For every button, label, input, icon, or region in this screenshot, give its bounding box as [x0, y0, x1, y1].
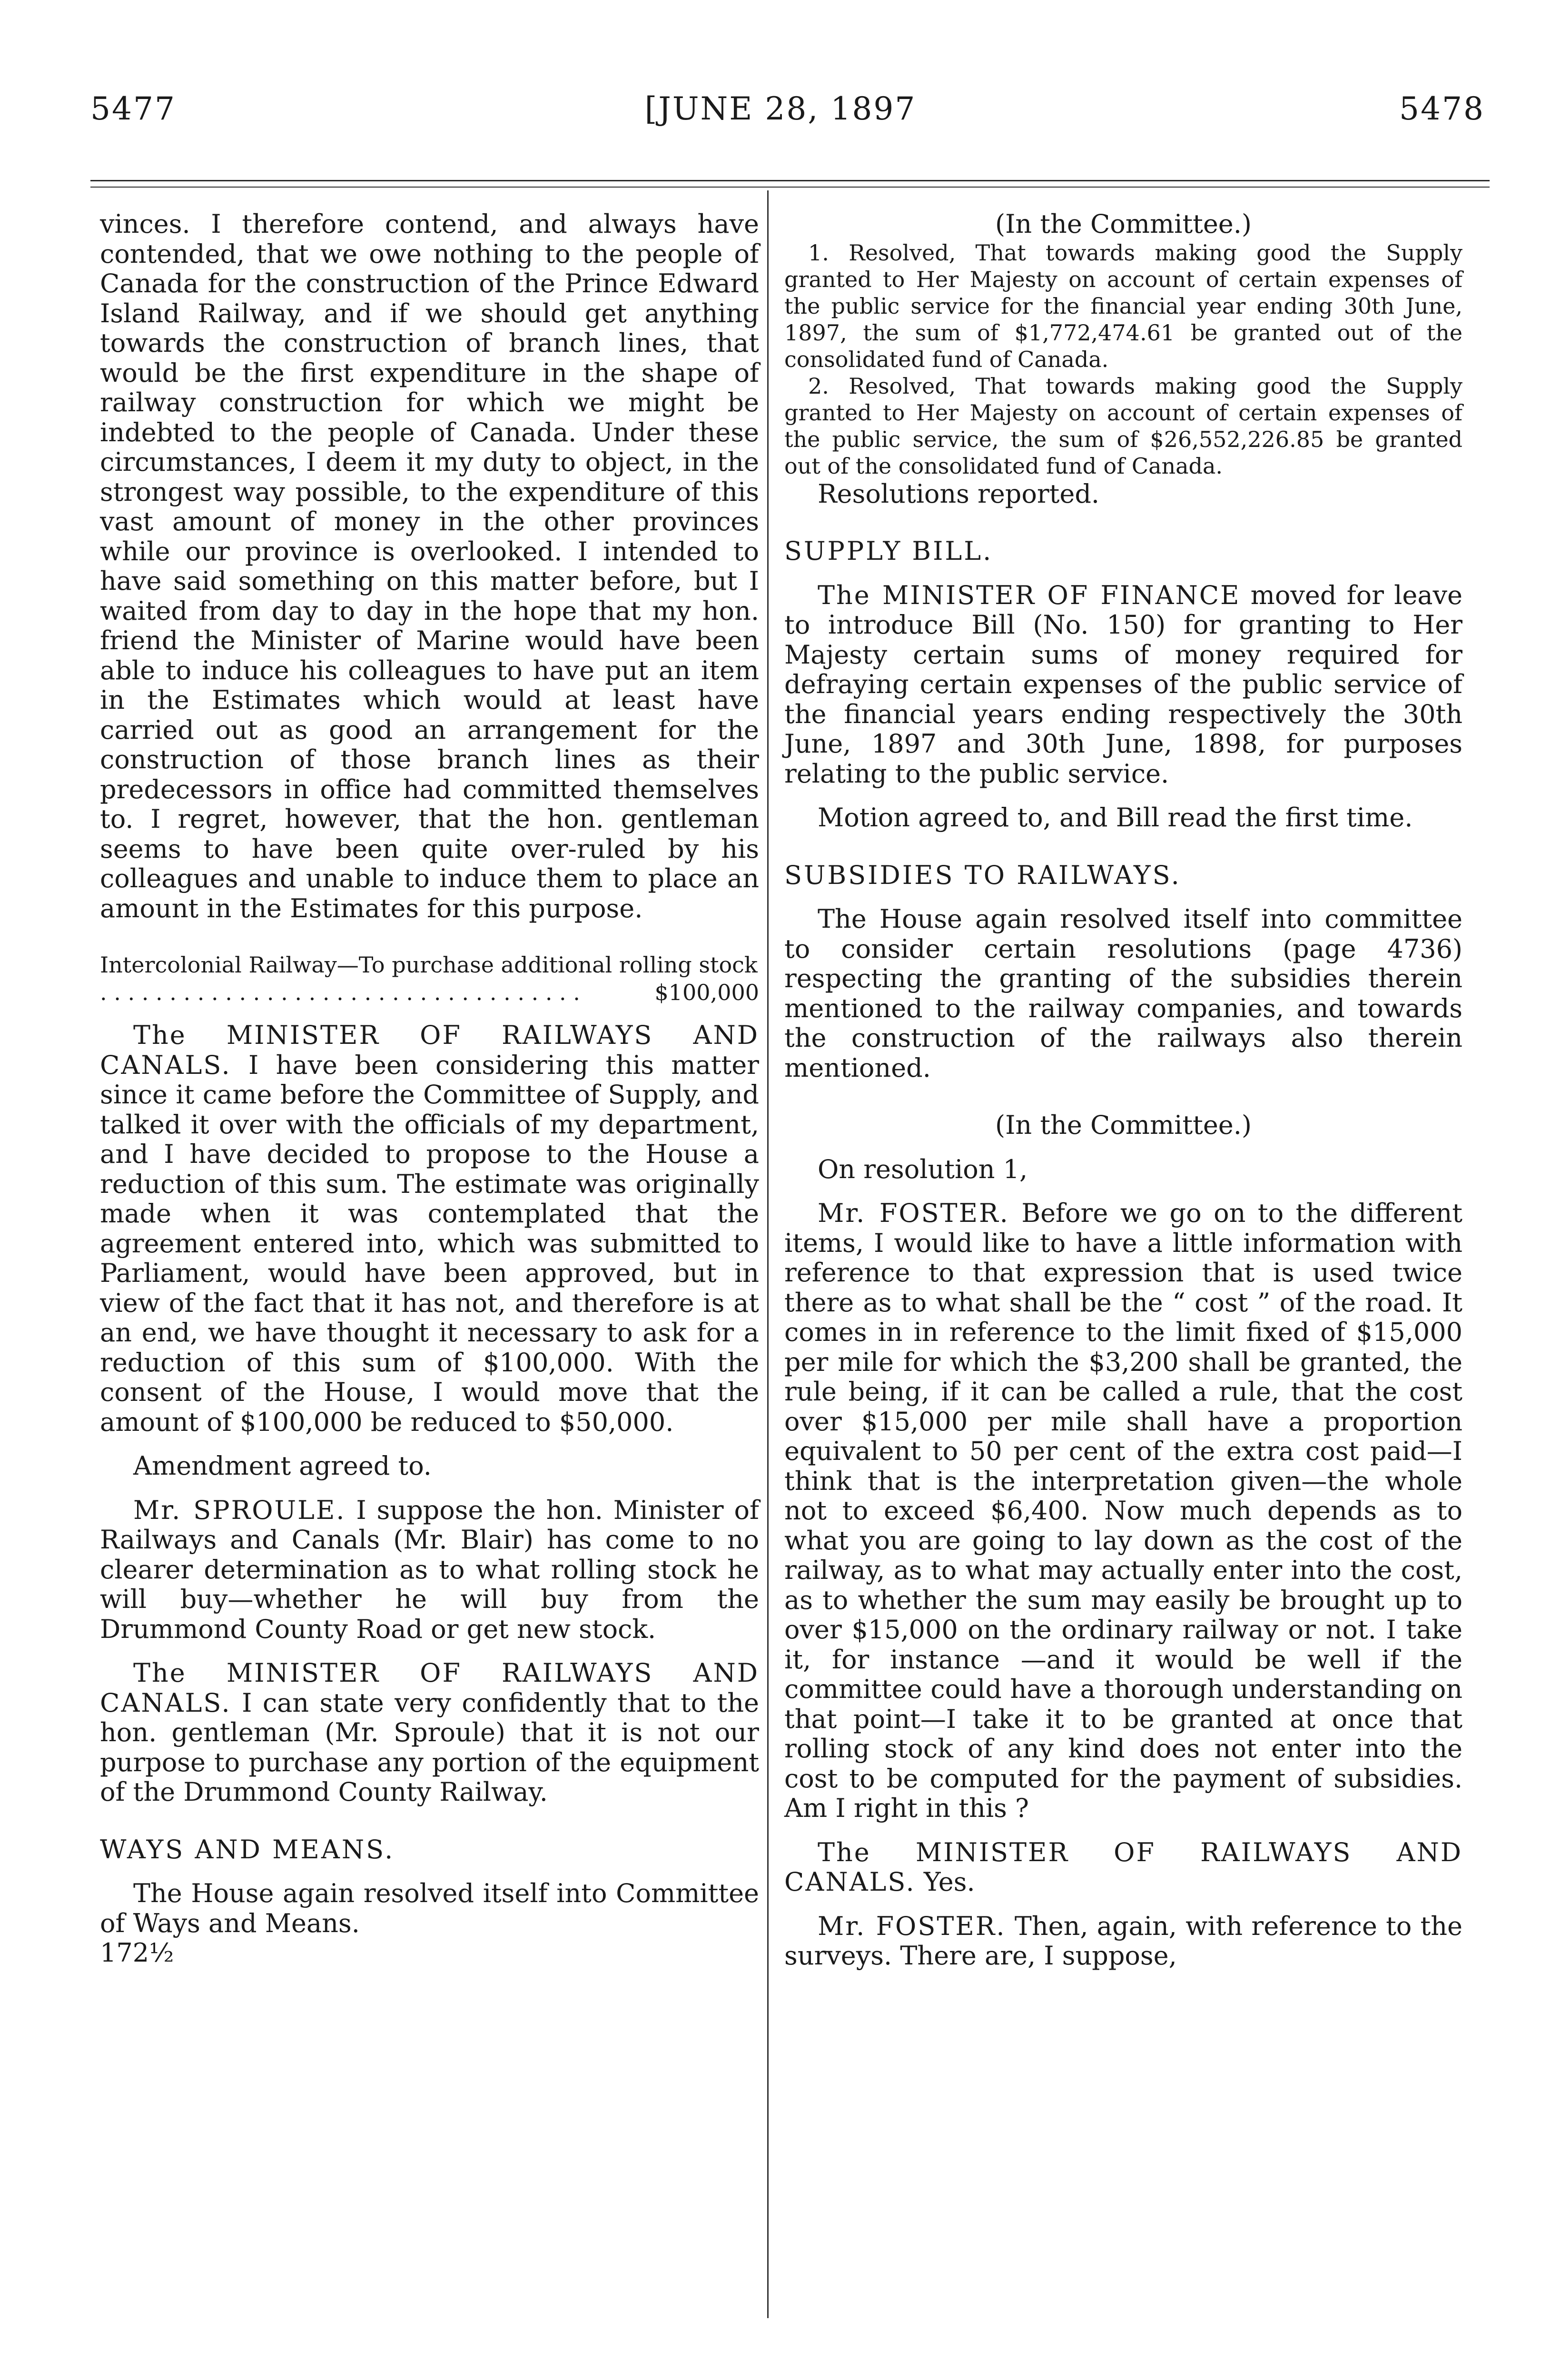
paragraph: On resolution 1,	[818, 1154, 1028, 1184]
speaker: The MINISTER OF RAILWAYS AND CANALS.	[784, 1837, 1462, 1897]
speech: The MINISTER OF RAILWAYS AND CANALS. Yes.	[784, 1837, 1462, 1897]
leader-dots: . . . . . . . . . . . . . . . . . . . . . . . . . . . . . . . . . . .	[100, 980, 580, 1005]
section-heading: WAYS AND MEANS.	[100, 1834, 395, 1864]
paragraph: The House again resolved itself into Committee of Ways and Means.	[100, 1878, 759, 1938]
header-rule	[90, 180, 1490, 181]
page-number-right: 5478	[1399, 90, 1485, 127]
paragraph: The House again resolved itself into committee to consider certain resolutions (page 4736) respecting the granting of the subsidies therein mentioned to the railway companies, and towards the construction of the railways also therein mentioned.	[784, 904, 1462, 1083]
page-number-left: 5477	[90, 90, 176, 127]
speech: The MINISTER OF FINANCE moved for leave to introduce Bill (No. 150) for granting to Her Majesty certain sums of money required for defraying certain expenses of the public service of the financial years ending respectively the 30th June, 1897 and 30th June, 1898, for purposes relating to the public service.	[784, 580, 1463, 789]
resolution: 2. Resolved, That towards making good the Supply granted to Her Majesty on account of certain expenses of the public service, the sum of $26,552,226.85 be granted out of the consolidated fund of Canada.	[784, 373, 1462, 479]
speaker: The MINISTER OF FINANCE	[818, 580, 1241, 610]
page-header	[0, 90, 1561, 143]
committee-note: (In the Committee.)	[995, 1110, 1252, 1140]
right-column	[784, 209, 1462, 1971]
estimate-item	[100, 951, 759, 1006]
paragraph: Motion agreed to, and Bill read the first time.	[818, 803, 1413, 833]
paragraph: Resolutions reported.	[818, 478, 1100, 509]
resolution: 1. Resolved, That towards making good the Supply granted to Her Majesty on account of certain expenses of the public service for the financial year ending 30th June, 1897, the sum of $1,772,474.61 be granted out of the consolidated fund of Canada.	[784, 239, 1462, 372]
speech: The MINISTER OF RAILWAYS AND CANALS. I have been considering this matter since it came before the Committee of Supply, and talked it over with the officials of my department, and I have decided to propose to the House a reduction of this sum. The estimate was originally made when it was contemplated that the agreement entered into, which was submitted to Parliament, would have been approved, but in view of the fact that it has not, and therefore is at an end, we have thought it necessary to ask for a reduction of this sum of $100,000. With the consent of the House, I would move that the amount of $100,000 be reduced to $50,000.	[100, 1020, 759, 1437]
speaker: Mr. SPROULE.	[133, 1495, 346, 1525]
paragraph: vinces. I therefore contend, and always have contended, that we owe nothing to the people of Canada for the construction of the Prince Edward Island Railway, and if we should get anything towards the construction of branch lines, that would be the first expenditure in the shape of railway construction for which we might be indebted to the people of Canada. Under these circumstances, I deem it my duty to object, in the strongest way possible, to the expenditure of this vast amount of money in the other provinces while our province is overlooked. I intended to have said something on this matter before, but I waited from day to day in the hope that my hon. friend the Minister of Marine would have been able to induce his colleagues to have put an item in the Estimates which would at least have carried out as good an arrangement for the construction of those branch lines as their predecessors in office had committed themselves to. I regret, however, that the hon. gentleman seems to have been quite over-ruled by his colleagues and unable to induce them to place an amount in the Estimates for this purpose.	[100, 209, 759, 923]
estimate-item-text: Intercolonial Railway—To purchase additional rolling stock	[100, 952, 758, 978]
folio: 172½	[100, 1938, 174, 1968]
speaker: Mr. FOSTER.	[818, 1911, 1006, 1941]
speech: Mr. FOSTER. Before we go on to the different items, I would like to have a little information with reference to that expression that is used twice there as to what shall be the “ cost ” of the road. It comes in in reference to the limit fixed of $15,000 per mile for which the $3,200 shall be granted, the rule being, if it can be called a rule, that the cost over $15,000 per mile shall have a proportion equivalent to 50 per cent of the extra cost paid—I think that is the interpretation given—the whole not to exceed $6,400. Now much depends as to what you are going to lay down as the cost of the railway, as to what may actually enter into the cost, as to whether the sum may easily be brought up to over $15,000 on the ordinary railway or not. I take it, for instance —and it would be well if the committee could have a thorough understanding on that point—I take it to be granted at once that rolling stock of any kind does not enter into the cost to be computed for the payment of subsidies. Am I right in this ?	[784, 1198, 1463, 1823]
resolutions	[784, 239, 1462, 479]
speaker: The MINISTER OF RAILWAYS AND CANALS.	[100, 1020, 759, 1080]
section-heading: SUBSIDIES TO RAILWAYS.	[784, 860, 1181, 890]
speaker: The MINISTER OF RAILWAYS AND CANALS.	[100, 1658, 759, 1718]
speaker: Mr. FOSTER.	[818, 1198, 1009, 1228]
paragraph: Amendment agreed to.	[133, 1451, 432, 1481]
left-column	[100, 209, 759, 1968]
page-date: [JUNE 28, 1897	[644, 90, 917, 127]
section-heading: SUPPLY BILL.	[784, 536, 993, 566]
speech: Mr. FOSTER. Then, again, with reference to the surveys. There are, I suppose,	[784, 1911, 1462, 1971]
column-divider	[767, 190, 769, 2318]
committee-note: (In the Committee.)	[995, 209, 1252, 239]
speech: Mr. SPROULE. I suppose the hon. Minister of Railways and Canals (Mr. Blair) has come to no clearer determination as to what rolling stock he will buy—whether he will buy from the Drummond County Road or get new stock.	[100, 1495, 759, 1644]
speech: The MINISTER OF RAILWAYS AND CANALS. I can state very confidently that to the hon. gentleman (Mr. Sproule) that it is not our purpose to purchase any portion of the equipment of the Drummond County Railway.	[100, 1658, 759, 1807]
estimate-amount: $100,000	[654, 980, 759, 1005]
header-rule-thin	[90, 187, 1490, 188]
